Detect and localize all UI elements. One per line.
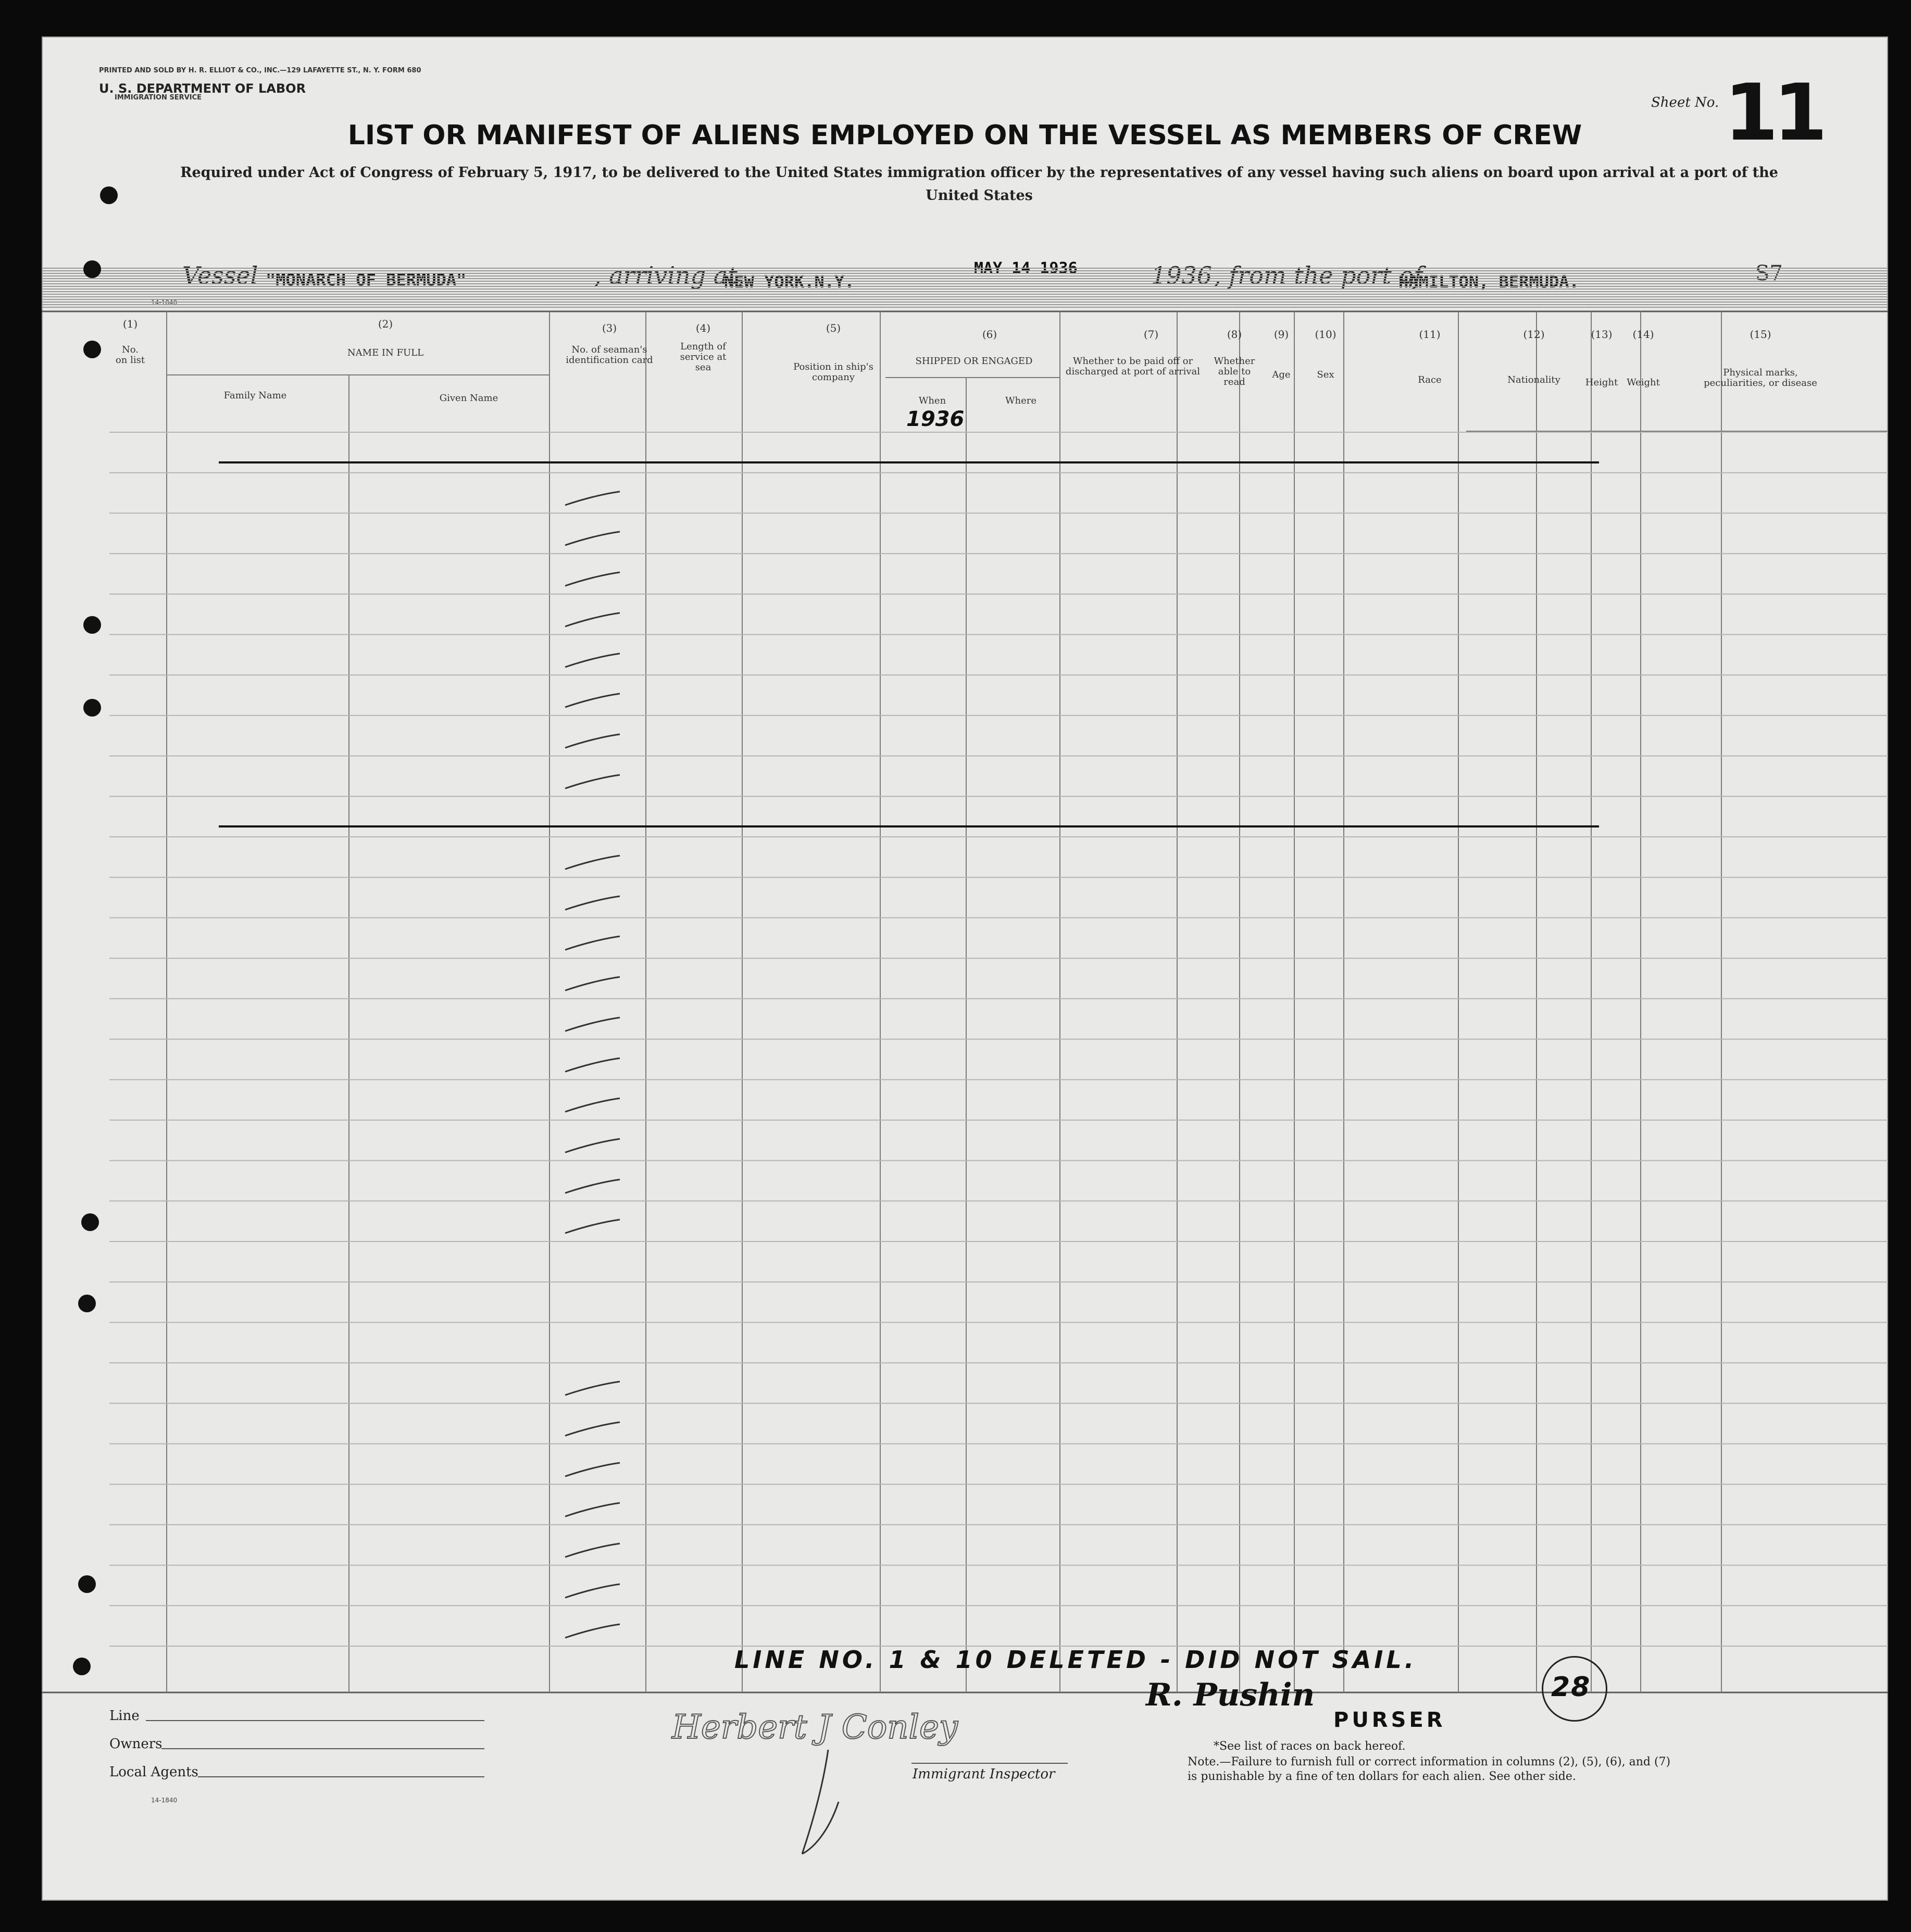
col2-given-label: Given Name: [439, 393, 498, 404]
id-card-tick: [563, 772, 625, 793]
printer-credit: PRINTED AND SOLD BY H. R. ELLIOT & CO., INC.—129 LAFAYETTE ST., N. Y. FORM 680: [99, 67, 421, 74]
table-grid: [42, 36, 1888, 1901]
id-card-tick: [563, 974, 625, 995]
punch-hole: [100, 186, 118, 204]
punch-hole: [78, 1295, 96, 1312]
punch-hole: [83, 699, 101, 717]
col12-label: Nationality: [1507, 374, 1560, 385]
page-mark: S7: [1755, 261, 1783, 285]
vessel-label: Vessel: [182, 261, 258, 290]
handwritten-year: 1936: [906, 407, 965, 431]
id-card-tick: [563, 691, 625, 711]
sheet-number: 11: [1724, 68, 1822, 158]
col1-number: (1): [122, 318, 138, 330]
col3-label: No. of seaman's identification card: [566, 344, 653, 366]
punch-hole: [83, 616, 101, 634]
form-code-top: 14-1840: [151, 299, 178, 306]
id-card-tick: [563, 1216, 625, 1237]
col2-number: (2): [378, 318, 393, 330]
col15-label: Physical marks, peculiarities, or disease: [1704, 367, 1817, 388]
id-card-tick: [563, 1136, 625, 1157]
requirement-text: Required under Act of Congress of February 5, 1917, to be delivered to the United States immigration officer by the representatives of any vessel having such aliens on board upon arrival at a port of the United States: [180, 165, 1778, 204]
races-note: *See list of races on back hereof.: [1214, 1740, 1406, 1753]
strike-through: [219, 825, 1599, 827]
page-title: LIST OR MANIFEST OF ALIENS EMPLOYED ON THE VESSEL AS MEMBERS OF CREW: [347, 120, 1582, 151]
col6-number: (6): [982, 328, 997, 341]
punch-hole: [78, 1575, 96, 1593]
col12-number: (12): [1523, 328, 1545, 341]
col7-number: (7): [1143, 328, 1159, 341]
punch-hole: [73, 1658, 91, 1675]
id-card-tick: [563, 1581, 625, 1602]
id-card-tick: [563, 610, 625, 631]
col7-label: Whether to be paid off or discharged at port of arrival: [1065, 356, 1201, 377]
col9-label: Age: [1272, 369, 1291, 380]
id-card-tick: [563, 893, 625, 914]
punch-hole: [83, 260, 101, 278]
id-card-tick: [563, 1500, 625, 1521]
sheet-label: Sheet No.: [1651, 95, 1719, 110]
id-card-tick: [563, 1378, 625, 1399]
col11-number: (11): [1419, 328, 1441, 341]
col3-number: (3): [602, 322, 617, 334]
signature-flourish: [792, 1745, 854, 1864]
col4-label: Length of service at sea: [680, 341, 727, 373]
form-code-bottom: 14-1840: [151, 1797, 178, 1804]
id-card-tick: [563, 1014, 625, 1035]
id-card-tick: [563, 1540, 625, 1561]
col6-label: SHIPPED OR ENGAGED: [915, 356, 1033, 367]
strike-through: [219, 461, 1599, 463]
col6-when-label: When: [918, 395, 946, 406]
col14-number: (14): [1632, 328, 1654, 341]
circled-number: 28: [1551, 1672, 1591, 1703]
col2-family-label: Family Name: [223, 390, 287, 401]
penalty-note: Note.—Failure to furnish full or correct information in columns (2), (5), (6), and (7) is punishable by a fine of ten dollars for each alien. See other side.: [1188, 1755, 1671, 1783]
manifest-sheet: [42, 36, 1888, 1901]
id-card-tick: [563, 1176, 625, 1197]
year-text: 1936: [1151, 261, 1213, 290]
id-card-tick: [563, 933, 625, 954]
id-card-tick: [563, 731, 625, 752]
id-card-tick: [563, 569, 625, 590]
purser-signature: R. Pushin: [1146, 1677, 1315, 1713]
line-label: Line: [109, 1708, 140, 1724]
local-agents-label: Local Agents: [109, 1764, 198, 1780]
id-card-tick: [563, 1055, 625, 1076]
purser-label: PURSER: [1333, 1708, 1446, 1732]
id-card-tick: [563, 852, 625, 873]
col13-number: (13): [1591, 328, 1613, 341]
id-card-tick: [563, 1621, 625, 1642]
vessel-name: "MONARCH OF BERMUDA": [266, 270, 467, 290]
deleted-lines-note: LINE NO. 1 & 10 DELETED - DID NOT SAIL.: [734, 1646, 1417, 1674]
arriving-port: NEW YORK.N.Y.: [724, 272, 855, 292]
col2-label: NAME IN FULL: [347, 347, 424, 358]
id-card-tick: [563, 1095, 625, 1116]
id-card-tick: [563, 1460, 625, 1481]
col5-number: (5): [826, 322, 841, 334]
department-name: U. S. DEPARTMENT OF LABOR: [99, 81, 306, 96]
col9-number: (9): [1273, 328, 1289, 341]
col5-label: Position in ship's company: [793, 361, 873, 383]
inspector-signature: Herbert J Conley: [672, 1708, 958, 1747]
id-card-tick: [563, 529, 625, 549]
col8-label: Whether able to read: [1214, 356, 1255, 387]
col10-label: Sex: [1317, 369, 1334, 380]
id-card-tick: [563, 488, 625, 509]
col11-label: Race: [1418, 374, 1442, 385]
col1-label: No. on list: [115, 344, 145, 366]
service-name: IMMIGRATION SERVICE: [115, 94, 202, 102]
punch-hole: [81, 1213, 99, 1231]
punch-hole: [83, 341, 101, 358]
col8-number: (8): [1227, 328, 1242, 341]
from-port: HAMILTON, BERMUDA.: [1398, 272, 1579, 292]
id-card-tick: [563, 1419, 625, 1440]
arriving-label: , arriving at,: [594, 261, 745, 290]
col13-label: Height: [1585, 377, 1618, 388]
col14-label: Weight: [1627, 377, 1660, 388]
col10-number: (10): [1315, 328, 1337, 341]
col4-number: (4): [695, 322, 711, 334]
col15-number: (15): [1750, 328, 1771, 341]
id-card-tick: [563, 650, 625, 671]
date-stamp: MAY 14 1936: [974, 259, 1078, 278]
col6-where-label: Where: [1005, 395, 1036, 406]
from-label: , from the port of: [1214, 261, 1423, 290]
owners-label: Owners: [109, 1736, 163, 1752]
inspector-label: Immigrant Inspector: [913, 1766, 1055, 1782]
